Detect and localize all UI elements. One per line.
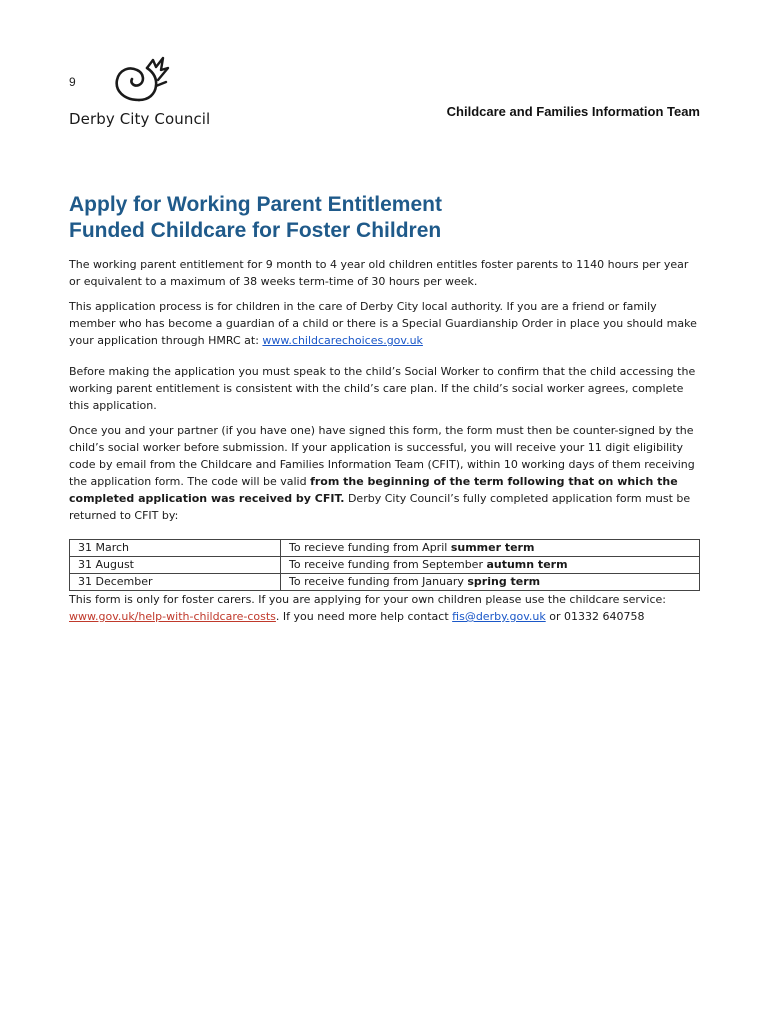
deadline-text: To receive funding from September xyxy=(289,558,487,571)
table-row xyxy=(70,540,700,557)
deadline-term: spring term xyxy=(467,575,541,588)
intro-paragraph-4 xyxy=(69,422,701,524)
deadline-description xyxy=(281,557,700,574)
council-logo xyxy=(69,54,219,134)
intro-paragraph-2-text: This application process is for children in the care of Derby City local authority. If you are a friend or family member who has become a guardian of a child or there is a Special Guardianship Order in place you should make your application through HMRC at: xyxy=(69,300,697,347)
childcare-costs-link[interactable]: www.gov.uk/help-with-childcare-costs xyxy=(69,610,276,623)
deadline-date: 31 March xyxy=(70,540,281,557)
intro-paragraph-4-text-b: Derby City Council’s fully completed application form must be returned to CFIT by: xyxy=(69,492,691,522)
derby-ram-logo-icon xyxy=(109,54,171,110)
deadline-description xyxy=(281,540,700,557)
footer-text-b: . If you need more help contact xyxy=(275,610,453,623)
intro-paragraph-1: The working parent entitlement for 9 month to 4 year old children entitles foster parents to 1140 hours per year or equivalent to a maximum of 38 weeks term-time of 30 hours per week. xyxy=(69,258,689,288)
deadline-date: 31 August xyxy=(70,557,281,574)
table-row xyxy=(70,574,700,591)
table-row xyxy=(70,557,700,574)
footer-text-a: This form is only for foster carers. If you are applying for your own children please use the childcare service: xyxy=(69,593,666,606)
document-body xyxy=(69,256,701,633)
deadlines-table xyxy=(69,539,700,591)
childcare-choices-link[interactable]: www.childcarechoices.gov.uk xyxy=(262,334,423,347)
deadline-text: To recieve funding from April xyxy=(289,541,451,554)
page-title xyxy=(69,192,709,244)
deadline-text: To receive funding from January xyxy=(289,575,468,588)
council-name: Derby City Council xyxy=(69,110,211,128)
intro-paragraph-2 xyxy=(69,298,701,349)
deadline-date: 31 December xyxy=(70,574,281,591)
deadline-term: autumn term xyxy=(486,558,568,571)
page-number: 9 xyxy=(69,75,76,89)
deadline-term: summer term xyxy=(450,541,535,554)
title-line-1: Apply for Working Parent Entitlement xyxy=(69,193,442,216)
intro-paragraph-4-text-a: Once you and your partner (if you have one) have signed this form, the form must then be counter-signed by the child’s social worker before submission. If your application is successful, you will receive your 11 digit eligibility code by email from the Childcare and Families Information Team (CFIT), within 10 working days of them receiving the application form. The code will be valid xyxy=(69,424,695,488)
team-name: Childcare and Families Information Team xyxy=(446,104,700,119)
deadline-description xyxy=(281,574,700,591)
validity-note: from the beginning of the term following that on which the completed application was received by CFIT. xyxy=(69,475,678,505)
email-link[interactable]: fis@derby.gov.uk xyxy=(452,610,546,623)
footer-paragraph xyxy=(69,591,701,625)
footer-text-c: or 01332 640758 xyxy=(545,610,645,623)
title-line-2: Funded Childcare for Foster Children xyxy=(69,219,442,242)
intro-paragraph-3: Before making the application you must speak to the child’s Social Worker to confirm that the child accessing the working parent entitlement is consistent with the child’s care plan. If the child’s social worker agrees, complete this application. xyxy=(69,365,696,412)
